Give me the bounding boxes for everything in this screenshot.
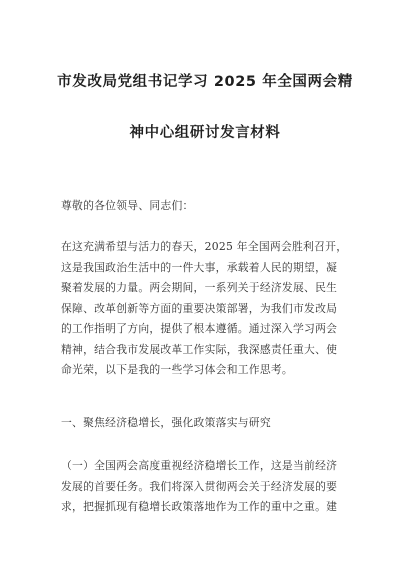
paragraph-line: 这是我国政治生活中的一件大事，承载着人民的期望，凝 bbox=[61, 260, 338, 274]
document-title-line-1: 市发改局党组书记学习 2025 年全国两会精 bbox=[57, 74, 353, 90]
paragraph-line: 聚着发展的力量。两会期间，一系列关于经济发展、民生 bbox=[61, 281, 338, 294]
paragraph-line: 保障、改革创新等方面的重要决策部署，为我们市发改局 bbox=[61, 301, 338, 315]
paragraph-line: 求，把握抓现有稳增长政策落地作为工作的重中之重。建 bbox=[61, 500, 338, 513]
section-heading bbox=[61, 413, 350, 434]
greeting bbox=[61, 196, 350, 217]
paragraph-intro bbox=[61, 237, 350, 381]
paragraph-line: （一）全国两会高度重视经济稳增长工作，这是当前经济 bbox=[61, 459, 338, 472]
greeting-text: 尊敬的各位领导、同志们： bbox=[61, 199, 194, 212]
paragraph-line: 命光荣，以下是我的一些学习体会和工作思考。 bbox=[61, 363, 293, 376]
paragraph-line: 在这充满希望与活力的春天，2025 年全国两会胜利召开， bbox=[61, 240, 348, 253]
paragraph-line: 精神，结合我市发展改革工作实际，我深感责任重大、使 bbox=[61, 342, 338, 356]
paragraph-line: 发展的首要任务。我们将深入贯彻两会关于经济发展的要 bbox=[61, 479, 338, 493]
paragraph-section-1 bbox=[61, 456, 350, 518]
paragraph-line: 的工作指明了方向，提供了根本遵循。通过深入学习两会 bbox=[61, 322, 338, 335]
document-title-line-2: 神中心组研讨发言材料 bbox=[129, 125, 281, 141]
section-heading-text: 一、聚焦经济稳增长，强化政策落实与研究 bbox=[61, 416, 271, 429]
